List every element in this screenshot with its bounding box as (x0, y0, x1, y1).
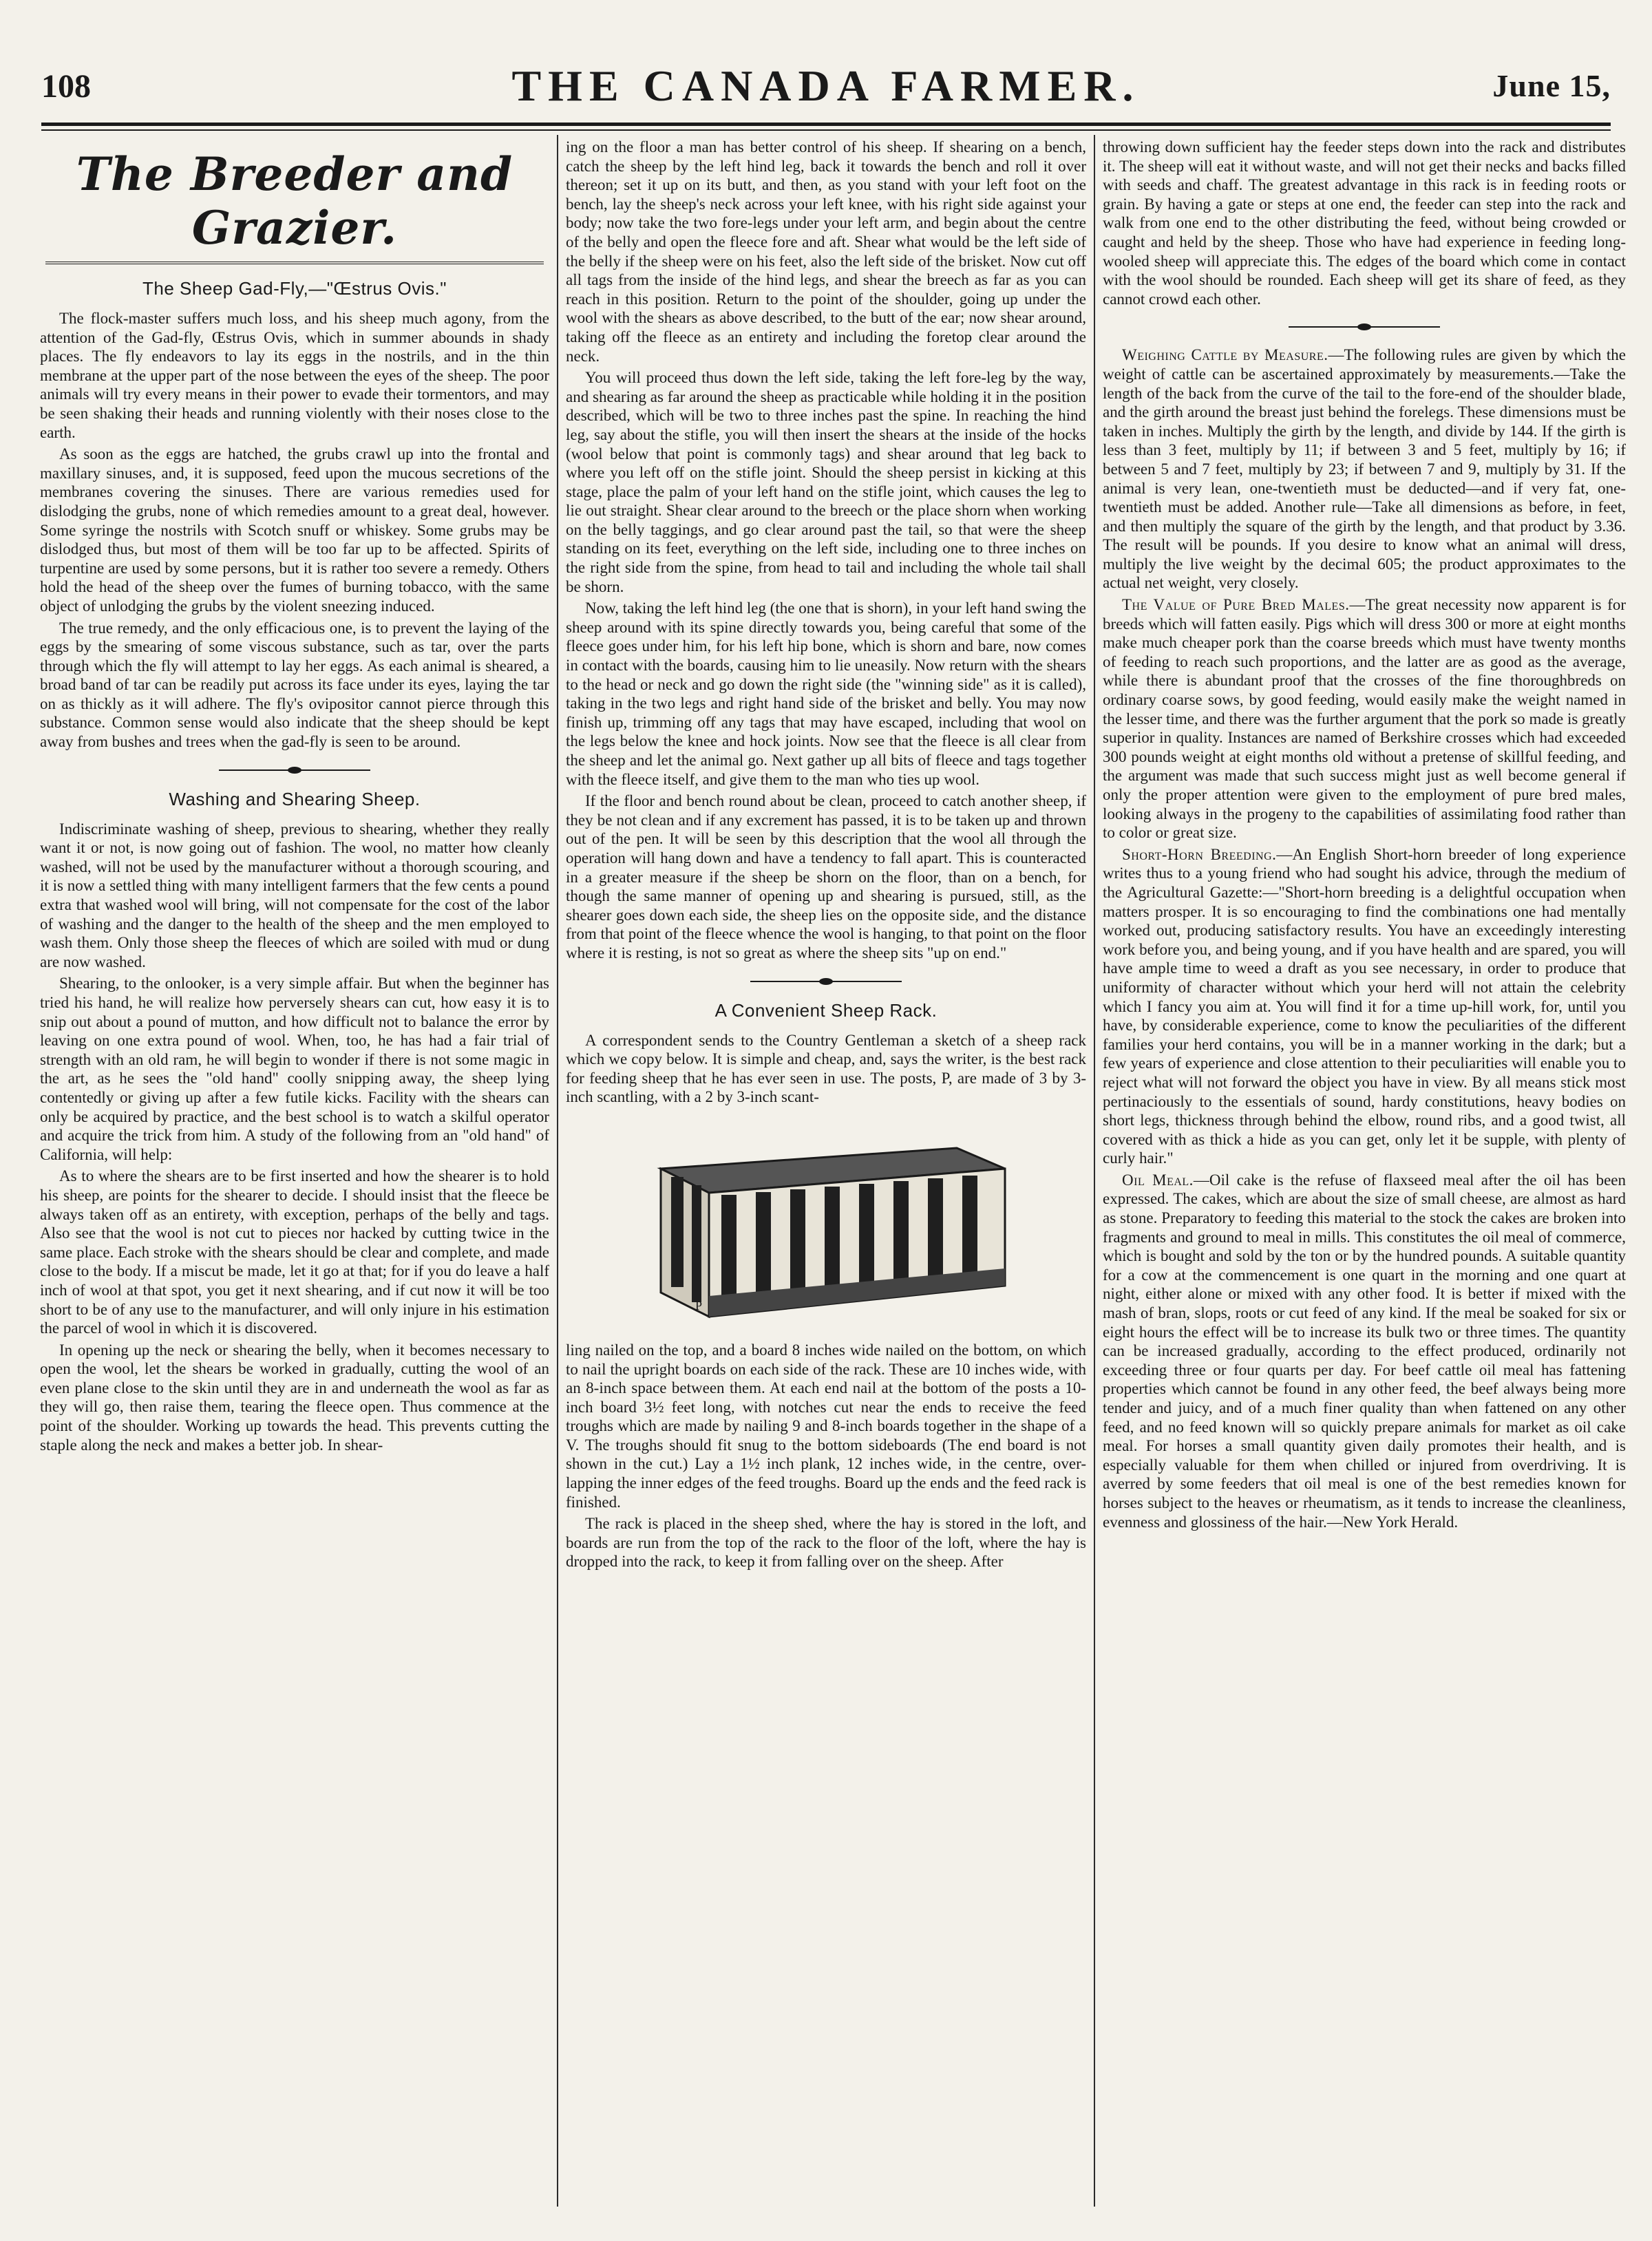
paragraph-shorthorn (1103, 845, 1626, 1168)
paragraph: ing on the floor a man has better control of his sheep. If shearing on a bench, catch the sheep by the left hind leg, back it towards the bench and roll it over thereon; set it up on its butt, and then, as you stand with your left foot on the bench, lay the sheep's neck across your left knee, with his right side against your body; now take the two fore-legs under your left arm, and begin about the centre of the belly and open the fleece fore and aft. Shear what would be the left side of the belly if the sheep were on his feet, also the left side of the brisket. Now cut off all tags from the inside of the hind legs, and shear the breech as far as you can reach in this position. Return to the point of the shoulder, going up under the wool with the shears as above described, to the butt of the ear; now shear around, taking off the fleece as an entirety and including the foretop clear around the neck. (566, 138, 1086, 365)
paragraph: You will proceed thus down the left side, taking the left fore-leg by the way, and shearing as far around the sheep as practicable while holding it in the position described, which will be two to three inches past the spine. In reaching the hind leg, say about the stifle, you will then insert the shears at the inside of the hocks (wool below that point is commonly tags) and shear around that leg back to where you left off on the stifle joint. Should the sheep persist in kicking at this stage, place the palm of your left hand on the stifle joint, which causes the leg to lie out straight. Shear clear around to the breech or the place shorn when working on the belly taggings, and go clear around past the tail, so that were the sheep standing on its feet, everything on the left side, including one to three inches on the right side from the spine, from head to tail and including the whole tail shall be shorn. (566, 369, 1086, 595)
paragraph: If the floor and bench round about be clean, proceed to catch another sheep, if they be not clean and if any excrement has passed, it is to be taken up and thrown out of the pen. It will be seen by this description that the wool all through the operation will hang down and have a tendency to fall apart. This is counteracted in a greater measure if the sheep be shorn on the floor, than on a bench, for though the same manner of opening up and shearing is pursued, still, as the shearer goes down each side, the sheep lies on the opposite side, and the distance from that point of the fleece whence the wool is hanging, to that point on the floor where it is resting, is not so great as where the sheep sits "up on end." (566, 792, 1086, 962)
paragraph-value (1103, 595, 1626, 842)
department-rule (45, 262, 544, 264)
paragraph-text: —Oil cake is the refuse of flaxseed meal after the oil has been expressed. The cakes, which are about the size of small cheese, are almost as hard as stone. Preparatory to feeding this material to the stock the cakes are broken into fragments and ground to meal in mills. This constitutes the oil meal of commerce, which is bought and sold by the ton or by the hundred pounds. A suitable quantity for a cow at the commencement is one quart in the morning and one quart at night, either alone or mixed with any other food. It is better if mixed with the mash of bran, slops, roots or cut feed of any kind. If the meal be soaked for six or eight hours the effect will be to increase its bulk two or three times. The quantity can be increased gradually, according to the effect produced, ordinarily not exceeding three or four quarts per day. For beef cattle oil meal has fattening properties which cannot be found in any other feed, the beef always being more tender and juicy, and of a much finer quality than when fattened on any other feed, and no feed known will so quickly prepare animals for market as oil cake meal. For horses a small quantity given daily promotes their health, and is especially valuable for them when chilled or injured from overdriving. It is averred by some feeders that oil meal is one of the best remedies known for horses subject to the heaves or rheumatism, as it tends to increase the cleanliness, evenness and glossiness of the hair.—New York Herald. (1103, 1171, 1626, 1531)
paragraph-weighing (1103, 346, 1626, 593)
paragraph: Shearing, to the onlooker, is a very simple affair. But when the beginner has tried his hand, he will realize how perversely shears can cut, how easy it is to snip out about a pound of mutton, and how difficult not to balance the error by leaving on one extra pound of wool. When, too, he has had a fair trial of strength with an old ram, he will begin to wonder if there is not some magic in the art, as he sees the "old hand" coolly snipping away, the sheep lying contentedly or giving up after a few futile kicks. Facility with the shears can only be acquired by practice, and the best school is to watch a skilful operator and acquire the trick from him. A study of the following from an "old hand" of California, will help: (40, 975, 549, 1163)
paragraph: The rack is placed in the sheep shed, where the hay is stored in the loft, and boards are run from the top of the rack to the floor of the loft, where the hay is dropped into the rack, to keep it from falling over on the sheep. After (566, 1515, 1086, 1571)
lead-in: Oil Meal. (1122, 1171, 1194, 1189)
column-3 (1103, 138, 1626, 2213)
article-title-washing: Washing and Shearing Sheep. (169, 788, 421, 809)
header-rule (41, 123, 1611, 126)
section-divider (750, 978, 902, 985)
paragraph-text: —The following rules are given by which the weight of cattle can be ascertained approximately by measurements.—Take the length of the back from the curve of the tail to the fore-end of the shoulder blade, and the girth around the breast just behind the forelegs. These dimensions must be taken in inches. Multiply the girth by the length, and divide by 144. If the girth is less than 3 feet, multiply by 11; if between 3 and 5 feet, multiply by 16; if between 5 and 7 feet, multiply by 23; if between 7 and 9, multiply by 31. If the animal is very lean, one-twentieth must be deducted—and if very fat, one-twentieth must be added. Another rule—Take all dimensions as before, in feet, and then multiply the square of the girth by the length, and that product by 3.36. The result will be pounds. If you desire to know what an animal will dress, multiply the live weight by the decimal 605; the product approximates to the actual net weight, very closely. (1103, 346, 1626, 592)
sheep-rack-drawing (633, 1120, 1019, 1327)
column-rule (557, 135, 558, 2207)
paragraph: The flock-master suffers much loss, and his sheep much agony, from the attention of the Gad-fly, Œstrus Ovis, which in summer abounds in shady places. The fly endeavors to lay its eggs in the nostrils, and in the thin membrane at the upper part of the nose between the eyes of the sheep. The poor animals will try every means in their power to evade their tormentors, and may be seen shaking their heads and running violently with their noses close to the earth. (40, 310, 549, 441)
svg-text:P: P (695, 1298, 703, 1313)
article-title-gadfly: The Sheep Gad-Fly,—"Œstrus Ovis." (142, 278, 447, 299)
section-divider (219, 767, 370, 774)
paragraph: Now, taking the left hind leg (the one that is shorn), in your left hand swing the sheep around with its spine directly towards you, being careful that some of the fleece goes under him, for his left hip bone, which is shorn and bare, now comes in contact with the boards, causing him to lie uneasily. Now return with the shears to the head or neck and go down the right side (the "winning side" as it is called), taking in the two legs and right hand side of the brisket and belly. You may now finish up, trimming off any tags that may have escaped, including that wool on the legs below the knee and hock joints. Now see that the fleece is all clear from the sheep and let the animal go. Next gather up all bits of fleece and tags together with the fleece itself, and give them to the man who ties up wool. (566, 599, 1086, 788)
paragraph: In opening up the neck or shearing the belly, when it becomes necessary to open the wool, let the shears be worked in gradually, cutting the wool of an even plane close to the skin until they are in and underneath the wool as far as they will go, then raise them, tearing the fleece open. Thus commence at the point of the shoulder. Working up towards the head. This prevents cutting the staple along the neck and makes a better job. In shear- (40, 1341, 549, 1454)
lead-in: The Value of Pure Bred Males. (1122, 596, 1350, 614)
paragraph: A correspondent sends to the Country Gentleman a sketch of a sheep rack which we copy below. It is simple and cheap, and, says the writer, is the best rack for feeding sheep that he has ever seen in use. The posts, P, are made of 3 by 3-inch scantling, with a 2 by 3-inch scant- (566, 1031, 1086, 1106)
paragraph-oilmeal (1103, 1171, 1626, 1531)
paragraph: throwing down sufficient hay the feeder steps down into the rack and distributes it. The sheep will eat it without waste, and will not get their necks and backs filled with seeds and chaff. The greatest advantage in this rack is in feeding roots or grain. By having a gate or steps at one end, the feeder can step into the rack and walk from one end to the other distributing the feed, without being crowded or caught and held by the sheep. Those who have had experience in feeding long-wooled sheep will appreciate this. The edges of the board which come in contact with the wool should be rounded. Each sheep will get its share of feed, as they cannot crowd each other. (1103, 138, 1626, 308)
page-number: 108 (41, 68, 91, 105)
paragraph: As to where the shears are to be first inserted and how the shearer is to hold his sheep, are points for the shearer to decide. I should insist that the fleece be always taken off as an entirety, with exception, perhaps of the belly and tags. Also see that the wool is not cut to pieces nor hacked by cutting twice in the same place. Each stroke with the shears should be clear and complete, and made close to the body. If a miscut be made, let it go at that; for if you do leave a half inch of wool at that spot, you get it next shearing, and if cut now it will be too short to be of any use to the manufacturer, and will only injure in his estimation the parcel of wool in which it is discovered. (40, 1167, 549, 1337)
lead-in: Weighing Cattle by Measure. (1122, 346, 1328, 364)
paragraph-text: —The great necessity now apparent is for breeds which will fatten easily. Pigs which will dress 300 or more at eight months make much cheaper pork than the coarse breeds which must have twenty months of feeding to reach such proportions, and the latter are as good as the average, while there is abundant proof that the crosses of the fine thoroughbreds on ordinary coarse sows, by good feeding, would easily make the weight named in the lesser time, and there was the further argument that the pork so made is greatly superior in quality. Instances are named of Berkshire crosses which had exceeded 300 pounds weight at eight months old without a pretense of skillful feeding, and the argument was made that such success might just as well become general if only the proper attention were given to the employment of pure bred males, looking always in the progeny to the capabilities of assimilating food rather than to color or great size. (1103, 596, 1626, 842)
column-1 (40, 138, 549, 2213)
article-title-rack: A Convenient Sheep Rack. (714, 999, 938, 1021)
issue-date: June 15, (1492, 68, 1611, 103)
paragraph: As soon as the eggs are hatched, the grubs crawl up into the frontal and maxillary sinuses, and, it is supposed, feed upon the mucous secretions of the membranes covering the sinuses. There are various remedies used for dislodging the grubs, none of which remedies amount to a great deal, however. Some syringe the nostrils with Scotch snuff or whiskey. Some grubs may be dislodged thus, but most of them will be too far up to be affected. Spirits of turpentine are used by some persons, but it is rather too severe a remedy. Others hold the head of the sheep over the fumes of burning tobacco, with the same object of unlodging the grubs by the violent sneezing induced. (40, 445, 549, 615)
header-rule-thin (41, 129, 1611, 131)
paragraph: ling nailed on the top, and a board 8 inches wide nailed on the bottom, on which to nail the upright boards on each side of the rack. These are 10 inches wide, with an 8-inch space between them. At each end nail at the bottom of the posts a 10-inch board 3½ feet long, with notches cut near the ends to receive the feed troughs which are made by nailing 9 and 8-inch boards together in the shape of a V. The troughs should fit snug to the bottom sideboards (The end board is not shown in the cut.) Lay a 1½ inch plank, 12 inches wide, in the centre, over-lapping the inner edges of the feed troughs. Board up the ends and the feed rack is finished. (566, 1341, 1086, 1511)
paragraph: The true remedy, and the only efficacious one, is to prevent the laying of the eggs by the smearing of some viscous substance, such as tar, over the parts through which the fly will attempt to lay her eggs. As each animal is sheared, a broad band of tar can be readily put across its face under its eyes, laying the tar on as thickly as it will adhere. The fly's ovipositor cannot pierce through this substance. Common sense would also indicate that the sheep should be kept away from bushes and trees when the gad-fly is seen to be around. (40, 619, 549, 751)
newspaper-title: THE CANADA FARMER. (511, 61, 1141, 110)
department-title: The Breeder and Grazier. (76, 147, 513, 255)
paragraph-text: —An English Short-horn breeder of long experience writes thus to a young friend who had sought his advice, through the medium of the Agricultural Gazette:—"Short-horn breeding is a delightful occupation when matters prosper. It is so encouraging to find the combinations one had mentally worked out, producing satisfactory results. You have an exceedingly interesting work before you, and being young, and if you have health and are spared, you will have ample time to weed a draft as you see necessary, in order to produce that uniformity of character without which your herd will not attain the celebrity which I fancy you aim at. You will find it for a time up-hill work, for, until you have, by considerable experience, come to know the peculiarities of the different families your herd contains, you will be in a manner working in the dark; but a few years of experience and close attention to their peculiarities will enable you to reject what will not forward the object you have in view. By all means stick most pertinaciously to the essentials of sound, hardy constitutions, heavy bodies on short legs, thickness through behind the elbow, round ribs, and a good twist, all covered with as thick a hide as you can get, only let it be supple, with plenty of curly hair." (1103, 845, 1626, 1167)
column-2 (566, 138, 1086, 2213)
lead-in: Short-Horn Breeding. (1122, 845, 1277, 863)
masthead (41, 61, 1611, 127)
paragraph: Indiscriminate washing of sheep, previous to shearing, whether they really want it or not, is now going out of fashion. The wool, no matter how cleanly washed, will not be used by the manufacturer without a thorough scouring, and it is now a settled thing with many intelligent farmers that the few cents a pound extra that washed wool will bring, will not compensate for the cost of the labor of washing and the danger to the health of the sheep and the men employed to wash them. Only those sheep the fleeces of which are soiled with mud or dung are now washed. (40, 820, 549, 970)
section-divider (1289, 323, 1440, 330)
column-rule (1094, 135, 1095, 2207)
sheep-rack-illustration (633, 1120, 1019, 1327)
